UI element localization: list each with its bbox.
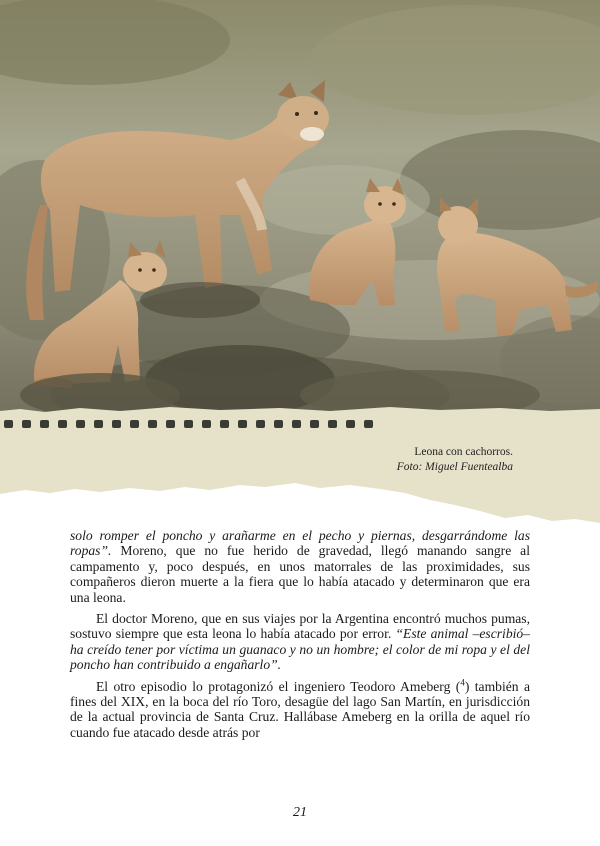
- caption-title: Leona con cachorros.: [414, 446, 513, 458]
- caption-credit: Foto: Miguel Fuentealba: [396, 461, 513, 473]
- paragraph-1-text: Moreno, que no fue herido de gravedad, llegó manando sangre al campamento y, poco después, en unos matorrales de las proximidades, sus compañeros dieron muerte a la fiera que lo había atacado y determinaron que era una leona.: [70, 543, 530, 605]
- photo-caption: [397, 445, 513, 475]
- paragraph-2-quote-close: ”.: [270, 657, 282, 673]
- paragraph-3-text-after: ) también a fines del XIX, en la boca del río Toro, desagüe del lago San Martín, en jurisdicción de la actual provincia de Santa Cruz. Hallábase Ameberg en la orilla de aquel río cuando fue atacado desde atrás por: [70, 678, 530, 740]
- film-perforations: [4, 420, 373, 428]
- body-text: [70, 528, 530, 746]
- paragraph-2-quote-open: “Este animal –escribió–: [395, 626, 530, 642]
- footnote-marker[interactable]: 4: [460, 677, 465, 688]
- paragraph-1: [70, 528, 530, 605]
- page-number: 21: [293, 805, 307, 820]
- paragraph-2-text: El doctor Moreno, que en sus viajes por la Argentina encontró muchos pumas, sostuvo siempre que esta leona lo había atacado por error.: [70, 611, 530, 642]
- paragraph-2: [70, 611, 530, 673]
- paragraph-1-quote: solo romper el poncho y arañarme en el pecho y piernas, desgarrándome las ropas”.: [70, 528, 530, 559]
- paragraph-3: [70, 679, 530, 741]
- paragraph-3-text-before: El otro episodio lo protagonizó el ingeniero Teodoro Ameberg (: [96, 678, 461, 694]
- paragraph-2-quote: ha creído tener por víctima un guanaco y no un hombre; el color de mi ropa y el del poncho han contribuido a engañarlo: [70, 641, 530, 673]
